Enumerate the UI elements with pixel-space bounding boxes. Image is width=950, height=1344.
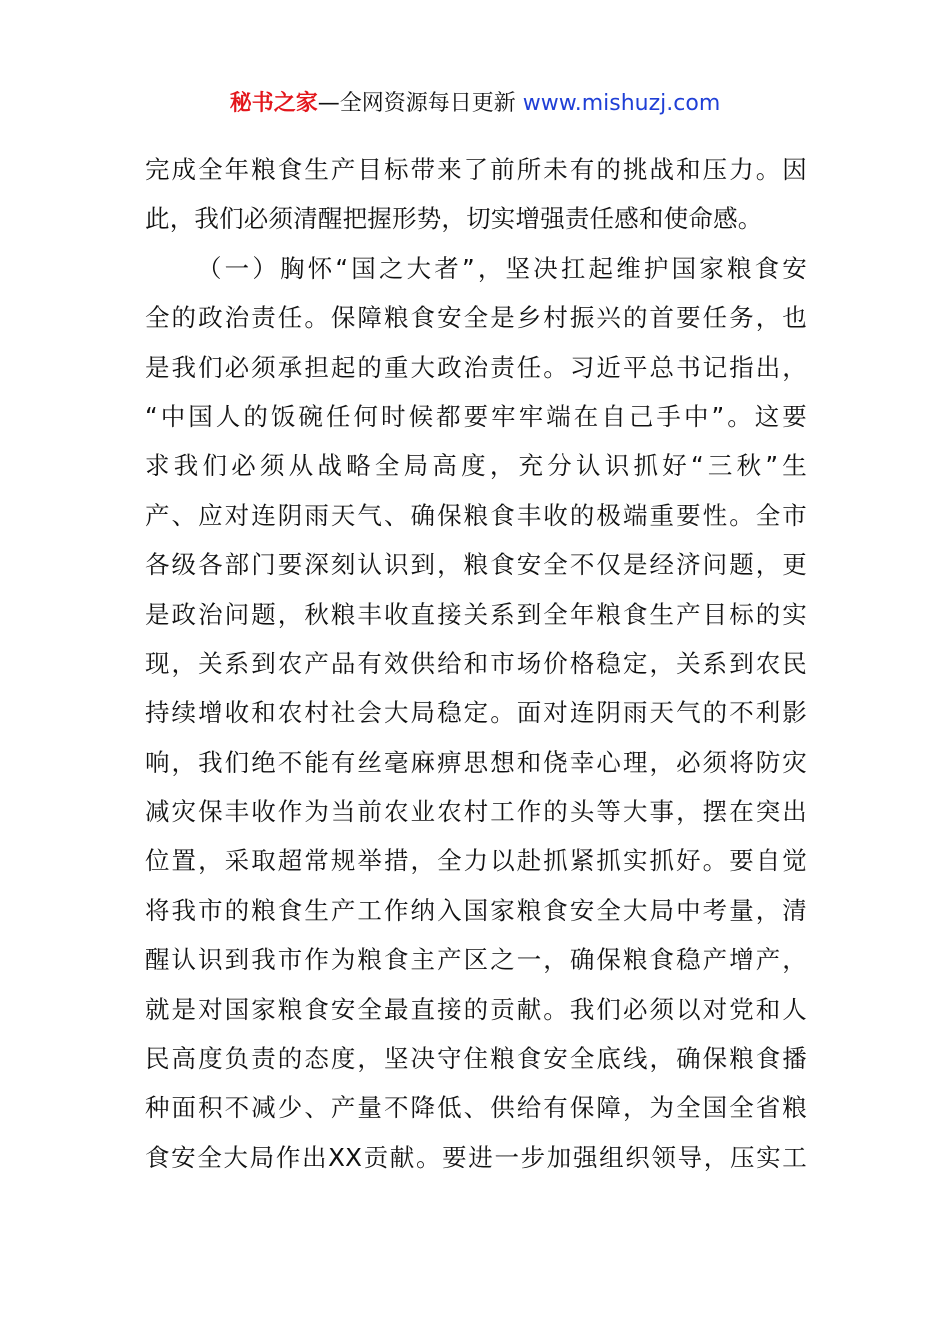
text-line: 是我们必须承担起的重大政治责任。习近平总书记指出， <box>145 352 807 382</box>
text-line: 是政治问题，秋粮丰收直接关系到全年粮食生产目标的实 <box>145 599 807 629</box>
text-line: 完成全年粮食生产目标带来了前所未有的挑战和压力。因 <box>145 155 807 184</box>
header-tagline: —全网资源每日更新 <box>317 91 523 116</box>
text-line: 全的政治责任。保障粮食安全是乡村振兴的首要任务，也 <box>145 303 807 333</box>
text-line: 民高度负责的态度，坚决守住粮食安全底线，确保粮食播 <box>145 1044 807 1074</box>
text-line: 位置，采取超常规举措，全力以赴抓紧抓实抓好。要自觉 <box>145 846 807 876</box>
text-line: 求我们必须从战略全局高度，充分认识抓好“三秋”生 <box>145 451 807 481</box>
text-line: 食安全大局作出XX贡献。要进一步加强组织领导，压实工 <box>145 1142 807 1172</box>
text-line: 产、应对连阴雨天气、确保粮食丰收的极端重要性。全市 <box>145 500 807 530</box>
text-line: 醒认识到我市作为粮食主产区之一，确保粮食稳产增产， <box>145 945 807 975</box>
text-line: 就是对国家粮食安全最直接的贡献。我们必须以对党和人 <box>145 994 807 1024</box>
text-line: 将我市的粮食生产工作纳入国家粮食安全大局中考量，清 <box>145 895 807 925</box>
section-heading-line: （一）胸怀“国之大者”，坚决扛起维护国家粮食安 <box>197 253 807 283</box>
text-line: 响，我们绝不能有丝毫麻痹思想和侥幸心理，必须将防灾 <box>145 747 807 777</box>
page-header <box>0 86 950 122</box>
text-line: 各级各部门要深刻认识到，粮食安全不仅是经济问题，更 <box>145 550 807 580</box>
text-line: 种面积不减少、产量不降低、供给有保障，为全国全省粮 <box>145 1093 807 1123</box>
header-url-link[interactable]: www.mishuzj.com <box>522 91 721 116</box>
text-line: 持续增收和农村社会大局稳定。面对连阴雨天气的不利影 <box>145 698 807 728</box>
text-line: 此，我们必须清醒把握形势，切实增强责任感和使命感。 <box>145 204 763 234</box>
document-body <box>145 145 807 1182</box>
text-line: “中国人的饭碗任何时候都要牢牢端在自己手中”。这要 <box>145 401 807 431</box>
text-line: 现，关系到农产品有效供给和市场价格稳定，关系到农民 <box>145 648 807 678</box>
header-brand: 秘书之家 <box>229 91 318 116</box>
text-line: 减灾保丰收作为当前农业农村工作的头等大事，摆在突出 <box>145 797 807 827</box>
